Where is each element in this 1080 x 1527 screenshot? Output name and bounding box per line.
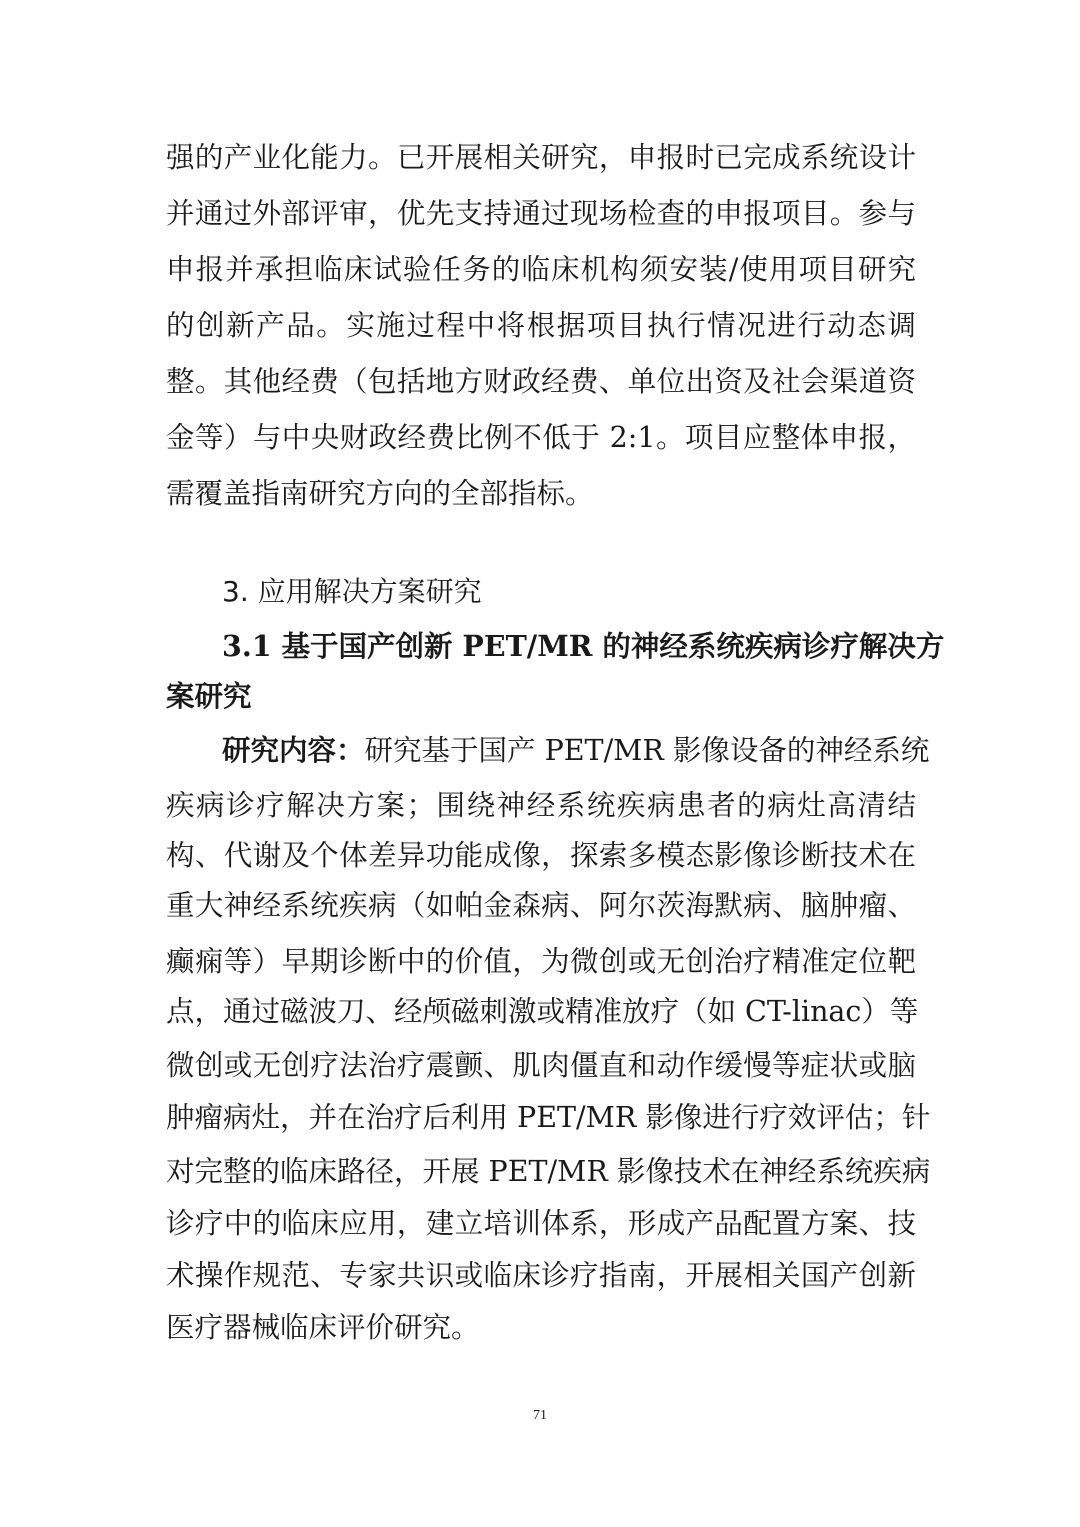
content-line: 对完整的临床路径，开展 PET/MR 影像技术在神经系统疾病	[166, 1155, 931, 1188]
page-number: 71	[533, 1408, 547, 1423]
content-line: 医疗器械临床评价研究。	[166, 1311, 480, 1344]
content-line: 诊疗中的临床应用，建立培训体系，形成产品配置方案、技	[166, 1207, 916, 1240]
subsection-heading: 3.1 基于国产创新 PET/MR 的神经系统疾病诊疗解决方	[222, 629, 945, 663]
section-heading: 3. 应用解决方案研究	[222, 575, 482, 608]
content-first-line-text: 研究基于国产 PET/MR 影像设备的神经系统	[364, 734, 930, 767]
subsection-heading: 案研究	[166, 679, 252, 713]
content-label: 研究内容：	[222, 733, 365, 767]
content-line: 点，通过磁波刀、经颅磁刺激或精准放疗（如 CT-linac）等	[166, 995, 919, 1028]
paragraph-line: 的创新产品。实施过程中将根据项目执行情况进行动态调	[166, 309, 916, 342]
paragraph-line: 金等）与中央财政经费比例不低于 2:1。项目应整体申报，	[166, 421, 916, 454]
content-line: 重大神经系统疾病（如帕金森病、阿尔茨海默病、脑肿瘤、	[166, 889, 916, 922]
paragraph-line: 需覆盖指南研究方向的全部指标。	[166, 477, 594, 510]
content-line: 癫痫等）早期诊断中的价值，为微创或无创治疗精准定位靶	[166, 945, 916, 978]
content-line: 构、代谢及个体差异功能成像，探索多模态影像诊断技术在	[166, 839, 916, 872]
content-line: 微创或无创疗法治疗震颤、肌肉僵直和动作缓慢等症状或脑	[166, 1049, 916, 1082]
content-first-line	[222, 730, 930, 770]
content-line: 肿瘤病灶，并在治疗后利用 PET/MR 影像进行疗效评估；针	[166, 1101, 931, 1134]
content-line: 术操作规范、专家共识或临床诊疗指南，开展相关国产创新	[166, 1259, 916, 1292]
paragraph-line: 整。其他经费（包括地方财政经费、单位出资及社会渠道资	[166, 365, 916, 398]
paragraph-line: 强的产业化能力。已开展相关研究，申报时已完成系统设计	[166, 141, 916, 174]
paragraph-line: 申报并承担临床试验任务的临床机构须安装/使用项目研究	[166, 253, 916, 286]
paragraph-line: 并通过外部评审，优先支持通过现场检查的申报项目。参与	[166, 197, 916, 230]
content-line: 疾病诊疗解决方案；围绕神经系统疾病患者的病灶高清结	[166, 789, 916, 822]
